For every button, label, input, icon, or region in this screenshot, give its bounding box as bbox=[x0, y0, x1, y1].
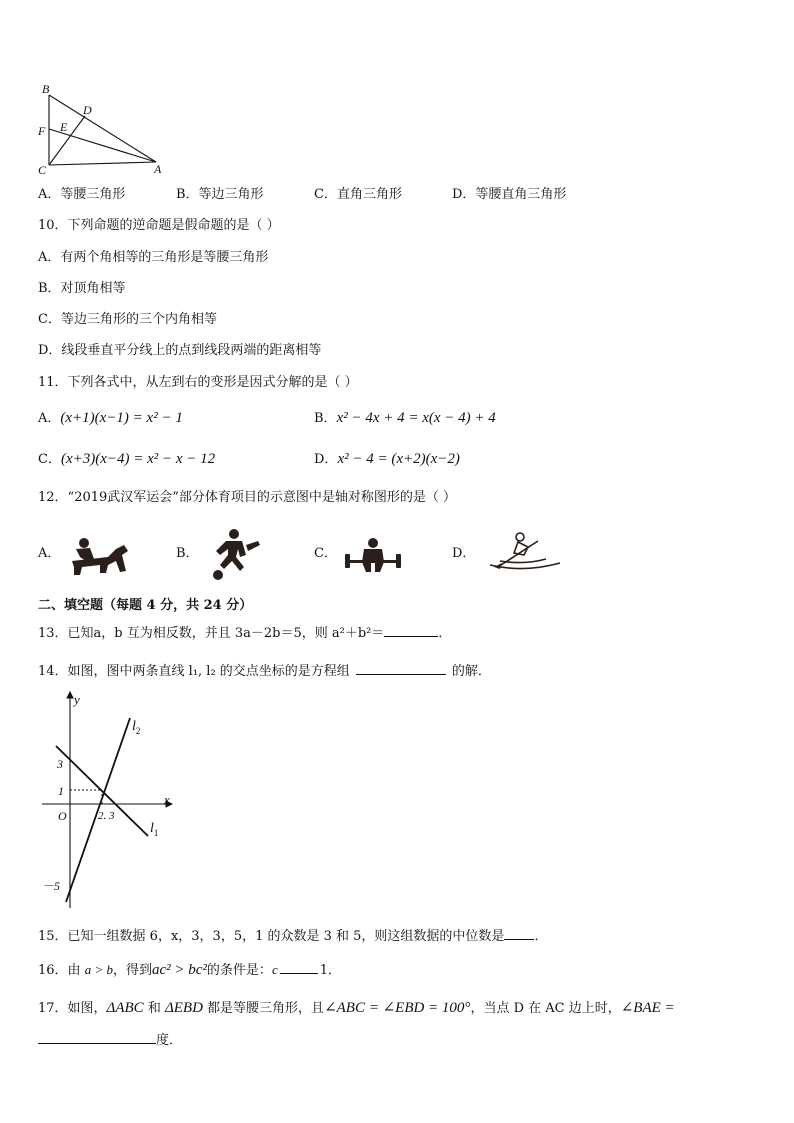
triangle-figure bbox=[30, 80, 170, 180]
option-expression: (x+1)(x−1) = x² − 1 bbox=[60, 410, 183, 426]
q16 bbox=[38, 961, 341, 979]
q17-triangle-ebd: ΔEBD bbox=[164, 1000, 203, 1016]
q17-triangle-abc: ΔABC bbox=[106, 1000, 144, 1016]
option-expression: x² − 4x + 4 = x(x − 4) + 4 bbox=[336, 410, 496, 426]
q17-intro: 17．如图， bbox=[38, 1001, 107, 1016]
q13-text: 13．已知a，b 互为相反数，并且 3a－2b＝5，则 a²＋b²＝ bbox=[38, 626, 385, 641]
l1-label: $l_1$ bbox=[150, 821, 159, 838]
q16-suffix: 的条件是： bbox=[206, 963, 272, 978]
q17-text: 都是等腰三角形，且 bbox=[202, 1001, 325, 1016]
q10-option-a: A．有两个角相等的三角形是等腰三角形 bbox=[38, 250, 269, 265]
x-axis-label: x bbox=[164, 792, 170, 807]
q12-letter-b: B． bbox=[176, 546, 199, 561]
label-C: C bbox=[38, 163, 47, 177]
q11-option-d bbox=[314, 450, 460, 468]
answer-blank bbox=[280, 961, 318, 974]
q10-option-d: D．线段垂直平分线上的点到线段两端的距离相等 bbox=[38, 343, 322, 358]
q12-letter-d: D． bbox=[452, 546, 476, 561]
tick-2-3: 2. 3 bbox=[98, 810, 115, 822]
q16-condition-2: ac² > bc² bbox=[151, 962, 207, 978]
label-A: A bbox=[154, 162, 162, 176]
q10-stem: 10．下列命题的逆命题是假命题的是（ ） bbox=[38, 218, 280, 233]
q12-letter-a: A． bbox=[38, 546, 61, 561]
y-axis-label: y bbox=[74, 692, 80, 707]
answer-blank bbox=[384, 624, 438, 637]
label-B: B bbox=[42, 82, 50, 96]
kayaking-icon bbox=[484, 529, 564, 575]
tick-minus-5: －5 bbox=[42, 879, 61, 893]
q17-line-2 bbox=[38, 1031, 182, 1049]
q15-text: 15．已知一组数据 6，x，3，3，5，1 的众数是 3 和 5，则这组数据的中位数是 bbox=[38, 929, 505, 944]
q16-condition-1: a > b bbox=[84, 962, 113, 977]
q16-mid: ，得到 bbox=[112, 963, 152, 978]
q12-letter-c: C． bbox=[314, 546, 337, 561]
q17-angle-equation: ∠ABC = ∠EBD = 100° bbox=[324, 1000, 471, 1016]
q9-option-d: D．等腰直角三角形 bbox=[452, 187, 567, 202]
q9-option-a: A．等腰三角形 bbox=[38, 187, 126, 202]
origin-label: O bbox=[58, 809, 67, 823]
q16-end: 1． bbox=[319, 963, 341, 978]
q16-prefix: 16．由 bbox=[38, 963, 81, 978]
label-F: F bbox=[38, 124, 46, 138]
football-icon bbox=[206, 527, 264, 581]
option-expression: x² − 4 = (x+2)(x−2) bbox=[337, 451, 460, 467]
q11-stem: 11．下列各式中，从左到右的变形是因式分解的是（ ） bbox=[38, 375, 358, 390]
label-E: E bbox=[60, 120, 68, 134]
q14 bbox=[38, 662, 491, 680]
q14-text: 14．如图，图中两条直线 l₁, l₂ 的交点坐标的是方程组 bbox=[38, 664, 350, 679]
q17-unit: 度． bbox=[156, 1033, 183, 1048]
q15-end: ． bbox=[534, 929, 548, 944]
equestrian-icon bbox=[68, 535, 138, 577]
q17-and: 和 bbox=[143, 1001, 165, 1016]
q13-end: ． bbox=[438, 626, 452, 641]
option-expression: (x+3)(x−4) = x² − x − 12 bbox=[60, 451, 216, 467]
q17-line-1 bbox=[38, 999, 675, 1017]
q10-option-b: B．对顶角相等 bbox=[38, 281, 126, 296]
tick-3: 3 bbox=[57, 757, 63, 771]
q14-end: 的解． bbox=[451, 664, 491, 679]
tick-1: 1 bbox=[58, 784, 64, 798]
q9-option-c: C．直角三角形 bbox=[314, 187, 402, 202]
option-letter: C． bbox=[38, 452, 61, 467]
coordinate-graph bbox=[38, 688, 178, 914]
q11-option-b bbox=[314, 409, 496, 427]
q17-angle-bae: ∠BAE = bbox=[620, 1000, 675, 1016]
section-title: 二、填空题（每题 4 分，共 24 分） bbox=[38, 598, 253, 613]
answer-blank bbox=[504, 927, 534, 940]
q10-option-c: C．等边三角形的三个内角相等 bbox=[38, 312, 217, 327]
label-D: D bbox=[83, 103, 92, 117]
answer-blank bbox=[356, 662, 446, 675]
q11-option-a bbox=[38, 409, 183, 427]
q11-option-c bbox=[38, 450, 215, 468]
weightlifting-icon bbox=[342, 536, 404, 576]
l2-label: $l_2$ bbox=[132, 719, 141, 736]
option-letter: D． bbox=[314, 452, 338, 467]
option-letter: A． bbox=[38, 411, 61, 426]
q16-variable-c: c bbox=[271, 962, 278, 977]
q15 bbox=[38, 927, 547, 945]
answer-blank bbox=[38, 1031, 156, 1044]
option-letter: B． bbox=[314, 411, 337, 426]
q12-stem: 12．“2019武汉军运会”部分体育项目的示意图中是轴对称图形的是（ ） bbox=[38, 490, 457, 505]
q17-condition: ，当点 D 在 AC 边上时， bbox=[470, 1001, 621, 1016]
q13 bbox=[38, 624, 451, 642]
q9-option-b: B．等边三角形 bbox=[176, 187, 264, 202]
